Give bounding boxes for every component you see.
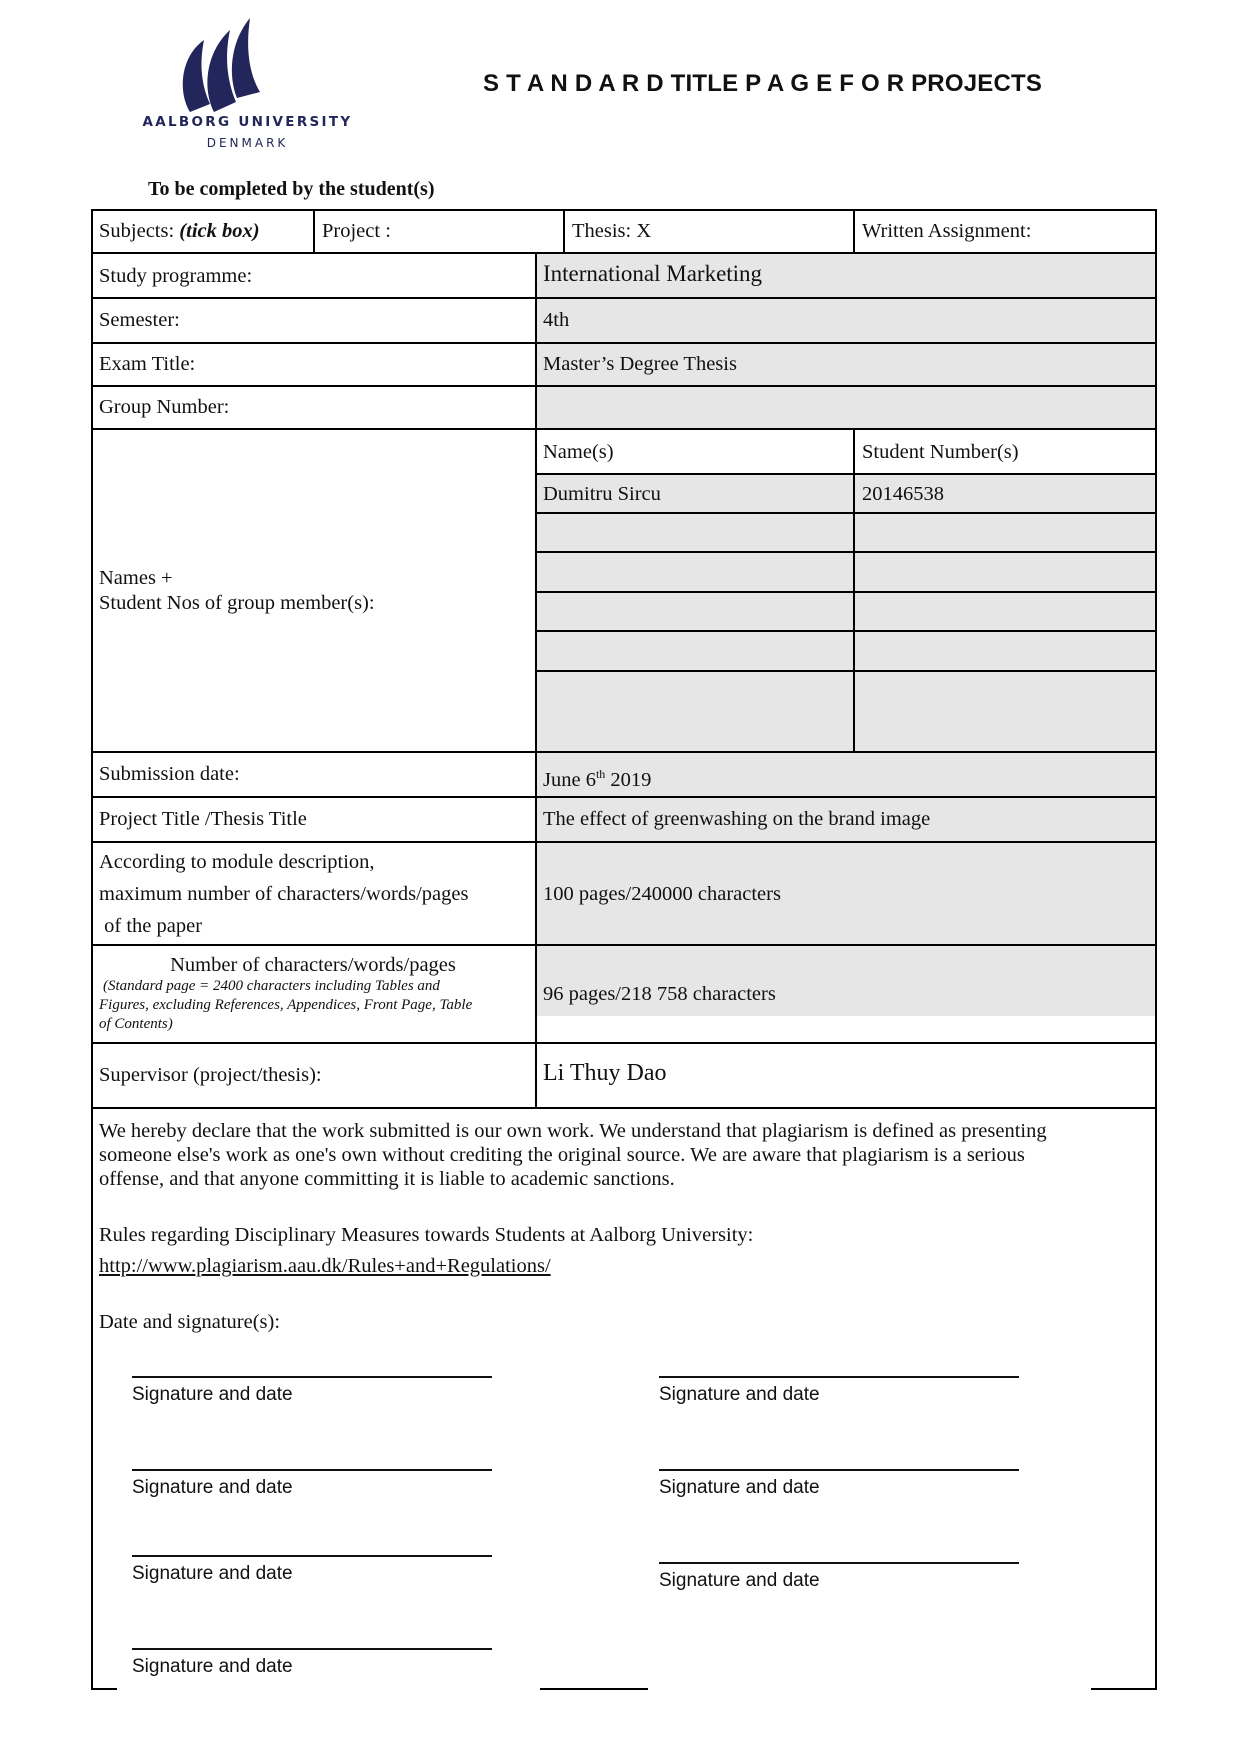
thesis-checkbox[interactable]: Thesis: X [572, 220, 652, 242]
declaration-line-3: offense, and that anyone committing it is liable to academic sanctions. [99, 1168, 675, 1190]
signature-label: Signature and date [132, 1477, 293, 1498]
signature-line [659, 1376, 1019, 1378]
count-value[interactable]: 96 pages/218 758 characters [543, 983, 776, 1005]
signature-label: Signature and date [659, 1384, 820, 1405]
plagiarism-rules-link[interactable]: http://www.plagiarism.aau.dk/Rules+and+Regulations/ [99, 1255, 551, 1277]
signature-line [132, 1376, 492, 1378]
written-assignment-checkbox[interactable]: Written Assignment: [862, 220, 1032, 242]
supervisor-value[interactable]: Li Thuy Dao [543, 1060, 667, 1086]
project-title-label: Project Title /Thesis Title [99, 808, 307, 830]
module-value[interactable]: 100 pages/240000 characters [543, 883, 781, 905]
module-label-1: According to module description, [99, 851, 375, 873]
group-number-label: Group Number: [99, 396, 230, 418]
submission-date-value[interactable]: June 6th 2019 [543, 767, 652, 791]
project-title-value[interactable]: The effect of greenwashing on the brand image [543, 808, 931, 830]
signature-line [132, 1469, 492, 1471]
declaration-line-1: We hereby declare that the work submitted is our own work. We understand that plagiarism is defined as presenting [99, 1120, 1047, 1142]
rules-text: Rules regarding Disciplinary Measures towards Students at Aalborg University: [99, 1224, 754, 1246]
signature-label: Signature and date [132, 1563, 293, 1584]
logo-country: DENMARK [206, 136, 289, 150]
signature-line [659, 1562, 1019, 1564]
count-note-3: of Contents) [99, 1016, 173, 1032]
intro-text: To be completed by the student(s) [148, 178, 435, 200]
signature-label: Signature and date [132, 1384, 293, 1405]
members-label-2: Student Nos of group member(s): [99, 592, 375, 614]
project-checkbox[interactable]: Project : [322, 220, 391, 242]
page-title: S T A N D A R D TITLE P A G E F O R PROJECTS [483, 70, 1043, 97]
signature-label: Signature and date [659, 1570, 820, 1591]
module-label-3: of the paper [99, 915, 203, 937]
member-name[interactable]: Dumitru Sircu [543, 483, 661, 505]
count-note-2: Figures, excluding References, Appendices, Front Page, Table [99, 997, 473, 1013]
semester-label: Semester: [99, 309, 180, 331]
student-numbers-header: Student Number(s) [862, 441, 1019, 463]
module-label-2: maximum number of characters/words/pages [99, 883, 469, 905]
exam-title-label: Exam Title: [99, 353, 196, 375]
supervisor-label: Supervisor (project/thesis): [99, 1064, 322, 1086]
exam-title-value[interactable]: Master’s Degree Thesis [543, 353, 737, 375]
signature-line [659, 1469, 1019, 1471]
count-note-1: (Standard page = 2400 characters including Tables and [103, 978, 440, 994]
subjects-label: Subjects: (tick box) [99, 220, 260, 242]
logo-name: AALBORG UNIVERSITY [142, 114, 353, 130]
date-signature-label: Date and signature(s): [99, 1311, 281, 1333]
count-label: Number of characters/words/pages [170, 954, 456, 976]
study-programme-value[interactable]: International Marketing [543, 261, 763, 286]
signature-line [132, 1555, 492, 1557]
signature-label: Signature and date [132, 1656, 293, 1677]
submission-date-label: Submission date: [99, 763, 240, 785]
member-number[interactable]: 20146538 [862, 483, 944, 505]
declaration-line-2: someone else's work as one's own without crediting the original source. We are aware that plagiarism is a serious [99, 1144, 1025, 1166]
study-programme-label: Study programme: [99, 265, 253, 287]
names-header: Name(s) [543, 441, 614, 463]
title-page-form [91, 209, 1157, 1690]
semester-value[interactable]: 4th [543, 309, 570, 331]
members-label-1: Names + [99, 567, 173, 589]
signature-line [132, 1648, 492, 1650]
signature-label: Signature and date [659, 1477, 820, 1498]
